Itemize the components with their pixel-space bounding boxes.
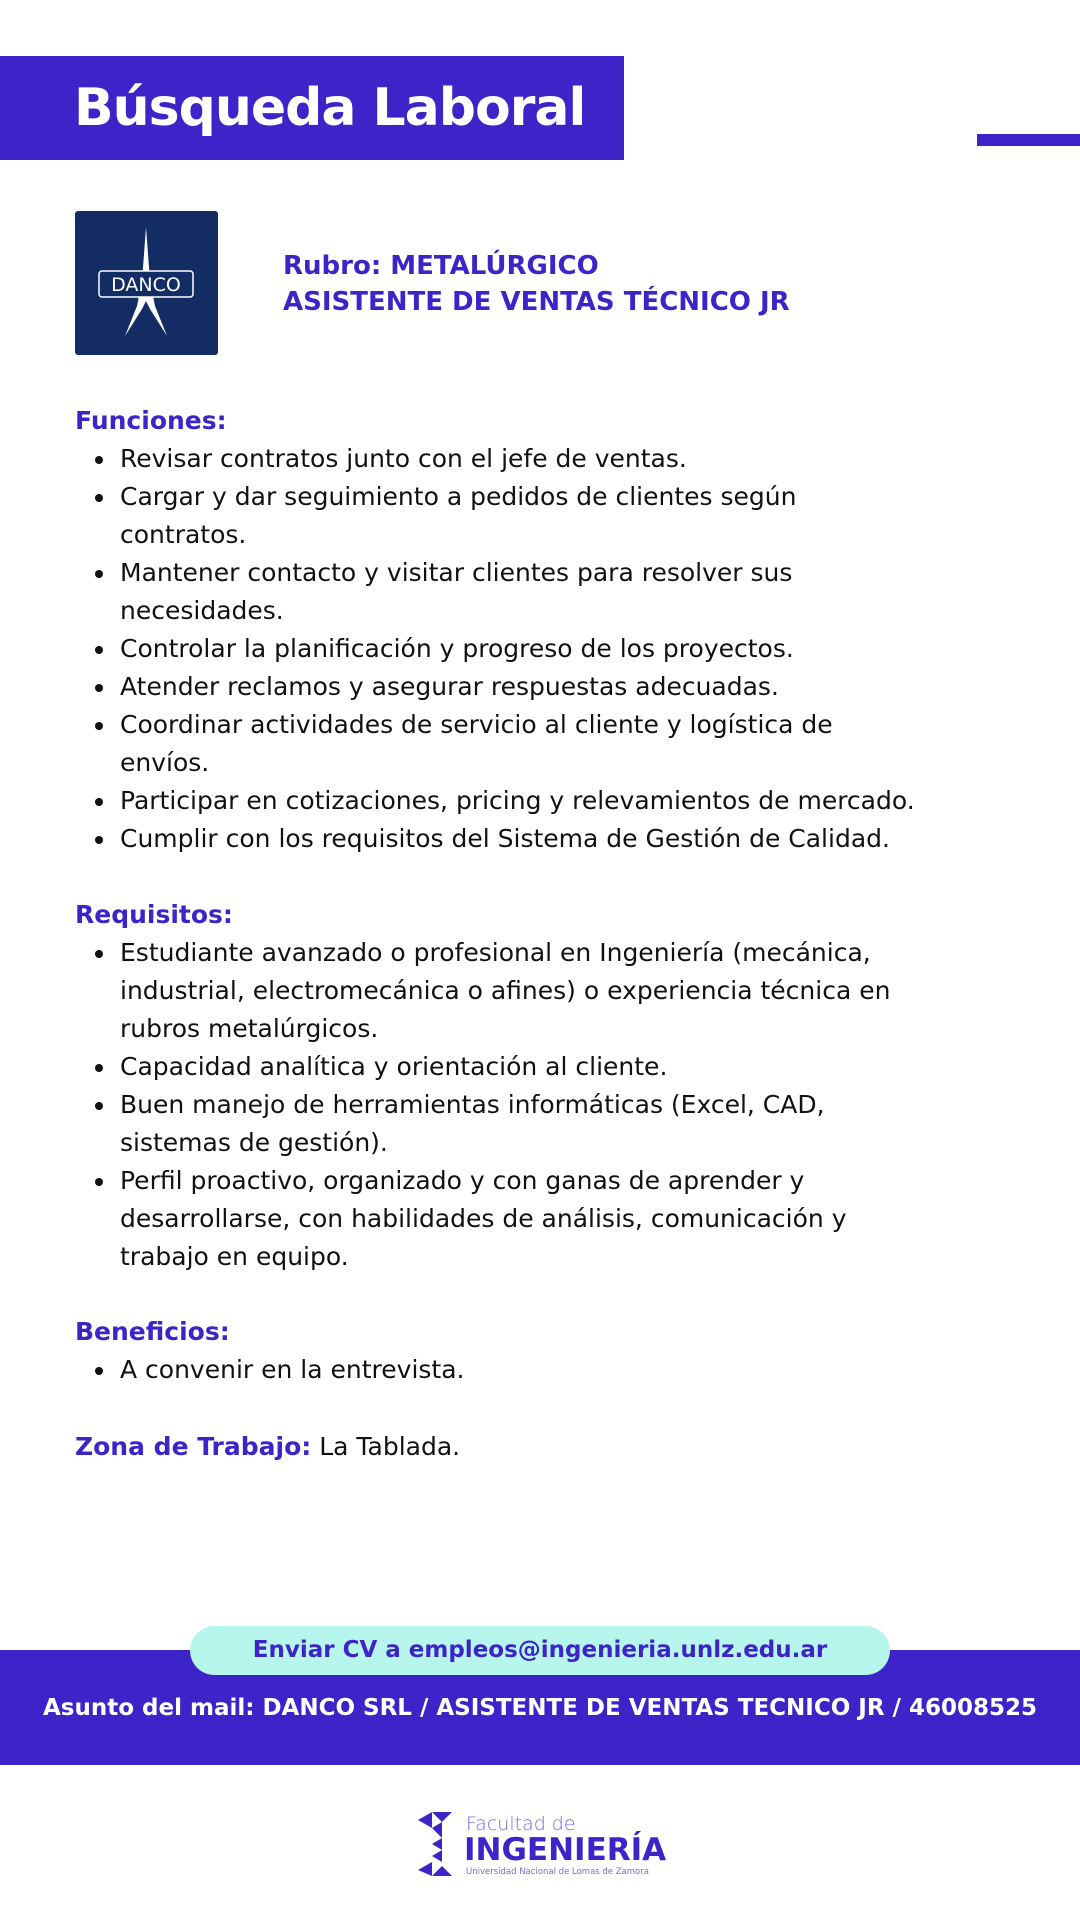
requisitos-section — [75, 896, 995, 1276]
svg-text:Facultad de: Facultad de — [466, 1813, 576, 1835]
job-header — [283, 248, 790, 320]
list-item: Perfil proactivo, organizado y con ganas de aprender y desarrollarse, con habilidades de análisis, comunicación y trabajo en equipo. — [75, 1162, 925, 1276]
requisitos-heading: Requisitos: — [75, 900, 233, 929]
list-item: Capacidad analítica y orientación al cliente. — [75, 1048, 995, 1086]
funciones-section — [75, 402, 1055, 858]
zona-label: Zona de Trabajo: — [75, 1432, 312, 1461]
list-item: A convenir en la entrevista. — [75, 1351, 995, 1389]
rubro: Rubro: METALÚRGICO — [283, 251, 599, 281]
position-title: ASISTENTE DE VENTAS TÉCNICO JR — [283, 287, 790, 317]
zona-section — [75, 1428, 460, 1466]
beneficios-section — [75, 1313, 995, 1389]
faculty-logo — [418, 1810, 678, 1880]
list-item: Coordinar actividades de servicio al cliente y logística de envíos. — [75, 706, 915, 782]
svg-text:Universidad Nacional de Lomas: Universidad Nacional de Lomas de Zamora — [466, 1867, 649, 1877]
beneficios-heading: Beneficios: — [75, 1317, 230, 1346]
mail-subject: Asunto del mail: DANCO SRL / ASISTENTE DE VENTAS TECNICO JR / 46008525 — [42, 1695, 1037, 1721]
list-item: Buen manejo de herramientas informáticas (Excel, CAD, sistemas de gestión). — [75, 1086, 875, 1162]
svg-text:DANCO: DANCO — [111, 274, 181, 296]
list-item: Cumplir con los requisitos del Sistema de Gestión de Calidad. — [75, 820, 995, 858]
funciones-heading: Funciones: — [75, 406, 227, 435]
page-title: Búsqueda Laboral — [0, 56, 624, 160]
list-item: Cargar y dar seguimiento a pedidos de clientes según contratos. — [75, 478, 875, 554]
list-item: Participar en cotizaciones, pricing y relevamientos de mercado. — [75, 782, 1055, 820]
list-item: Estudiante avanzado o profesional en Ingeniería (mecánica, industrial, electromecánica o afines) o experiencia técnica en rubros metalúrgicos. — [75, 934, 955, 1048]
svg-text:INGENIERÍA: INGENIERÍA — [464, 1832, 667, 1868]
list-item: Mantener contacto y visitar clientes para resolver sus necesidades. — [75, 554, 875, 630]
list-item: Revisar contratos junto con el jefe de ventas. — [75, 440, 995, 478]
zona-value: La Tablada. — [319, 1432, 461, 1461]
list-item: Controlar la planificación y progreso de los proyectos. — [75, 630, 995, 668]
decorative-bar — [977, 134, 1080, 146]
list-item: Atender reclamos y asegurar respuestas adecuadas. — [75, 668, 995, 706]
send-cv-email[interactable]: Enviar CV a empleos@ingenieria.unlz.edu.ar — [190, 1626, 890, 1675]
danco-logo — [75, 211, 218, 355]
